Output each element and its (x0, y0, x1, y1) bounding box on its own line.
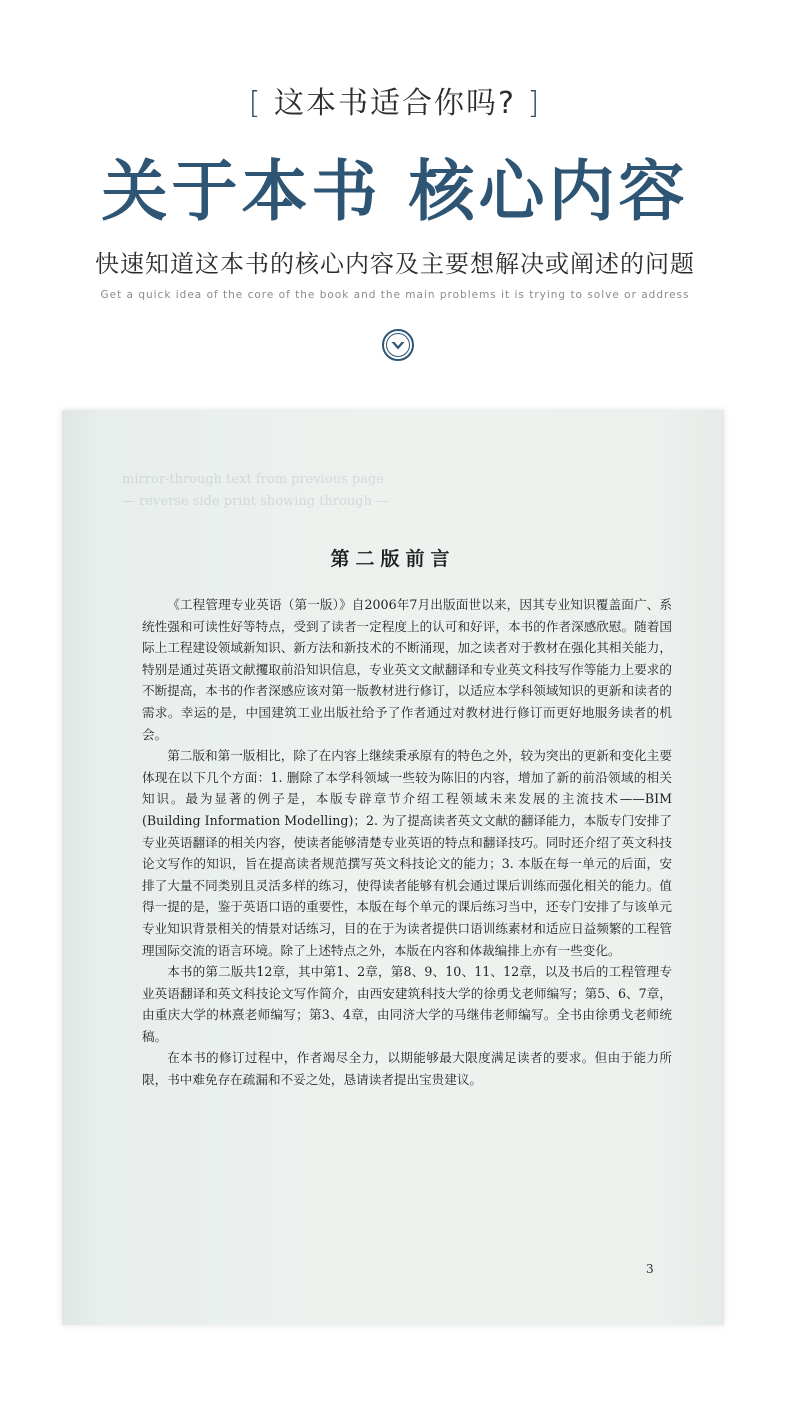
chevron-down-circle-icon[interactable] (381, 328, 415, 362)
main-title: 关于本书 核心内容 (101, 152, 689, 230)
page-number: 3 (646, 1262, 654, 1276)
bracket-left: [ (248, 86, 263, 121)
bracket-right: ] (527, 86, 542, 121)
preface-body (142, 594, 672, 1091)
paragraph: 本书的第二版共12章，其中第1、2章，第8、9、10、11、12章，以及书后的工程管理专业英语翻译和英文科技论文写作简介，由西安建筑科技大学的徐勇戈老师编写；第5、6、7章，由重庆大学的林熹老师编写；第3、4章，由同济大学的马继伟老师编写。全书由徐勇戈老师统稿。 (142, 964, 672, 1044)
subtitle: 快速知道这本书的核心内容及主要想解决或阐述的问题 (95, 250, 695, 278)
tagline (0, 78, 790, 122)
subtitle-english: Get a quick idea of the core of the book and the main problems it is trying to solve or address (100, 289, 690, 301)
paragraph: 第二版和第一版相比，除了在内容上继续秉承原有的特色之外，较为突出的更新和变化主要体现在以下几个方面：1. 删除了本学科领域一些较为陈旧的内容，增加了新的前沿领域的相关知识。最为显著的例子是，本版专辟章节介绍工程领域未来发展的主流技术——BIM (Building Information Modelling)；2. 为了提高读者英文文献的翻译能力，本版专门安排了专业英语翻译的相关内容，使读者能够清楚专业英语的特点和翻译技巧。同时还介绍了英文科技论文写作的知识，旨在提高读者规范撰写英文科技论文的能力；3. 本版在每一单元的后面，安排了大量不同类别且灵活多样的练习，使得读者能够有机会通过课后训练而强化相关的能力。值得一提的是，鉴于英语口语的重要性，本版在每个单元的课后练习当中，还专门安排了与该单元专业知识背景相关的情景对话练习，目的在于为读者提供口语训练素材和适应日益频繁的工程管理国际交流的语言环境。除了上述特点之外，本版在内容和体裁编排上亦有一些变化。 (142, 748, 672, 958)
paragraph: 在本书的修订过程中，作者竭尽全力，以期能够最大限度满足读者的要求。但由于能力所限，书中难免存在疏漏和不妥之处，恳请读者提出宝贵建议。 (142, 1050, 672, 1088)
book-page-photo: mirror-through text from previous page — reverse side print showing through — 第二版前言 《工程管理专业英语（第一版）》自2006年7月出版面世以来，因其专业知识覆盖面广、系统性强和可读性好等特点，受到了读者一定程度上的认可和好评，本书的作者深感欣慰。随着国际上工程建设领域新知识、新方法和新技术的不断涌现，加之读者对于教材在强化其相关能力，特别是通过英语文献攫取前沿知识信息，专业英文文献翻译和专业英文科技写作等能力上要求的不断提高，本书的作者深感应该对第一版教材进行修订，以适应本学科领域知识的更新和读者的需求。幸运的是，中国建筑工业出版社给予了作者通过对教材进行修订而更好地服务读者的机会。 第二版和第一版相比，除了在内容上继续秉承原有的特色之外，较为突出的更新和变化主要体现在以下几个方面：1. 删除了本学科领域一些较为陈旧的内容，增加了新的前沿领域的相关知识。最为显著的例子是，本版专辟章节介绍工程领域未来发展的主流技术——BIM (Building Information Modelling)；2. 为了提高读者英文文献的翻译能力，本版专门安排了专业英语翻译的相关内容，使读者能够清楚专业英语的特点和翻译技巧。同时还介绍了英文科技论文写作的知识，旨在提高读者规范撰写英文科技论文的能力；3. 本版在每一单元的后面，安排了大量不同类别且灵活多样的练习，使得读者能够有机会通过课后训练而强化相关的能力。值得一提的是，鉴于英语口语的重要性，本版在每个单元的课后练习当中，还专门安排了与该单元专业知识背景相关的情景对话练习，目的在于为读者提供口语训练素材和适应日益频繁的工程管理国际交流的语言环境。除了上述特点之外，本版在内容和体裁编排上亦有一些变化。 本书的第二版共12章，其中第1、2章，第8、9、10、11、12章，以及书后的工程管理专业英语翻译和英文科技论文写作简介，由西安建筑科技大学的徐勇戈老师编写；第5、6、7章，由重庆大学的林熹老师编写；第3、4章，由同济大学的马继伟老师编写。全书由徐勇戈老师统稿。 在本书的修订过程中，作者竭尽全力，以期能够最大限度满足读者的要求。但由于能力所限，书中难免存在疏漏和不妥之处，恳请读者提出宝贵建议。 3 (62, 410, 724, 1325)
tagline-text: 这本书适合你吗? (274, 86, 516, 121)
page-heading: 第二版前言 (330, 548, 456, 570)
paragraph: 《工程管理专业英语（第一版）》自2006年7月出版面世以来，因其专业知识覆盖面广、系统性强和可读性好等特点，受到了读者一定程度上的认可和好评，本书的作者深感欣慰。随着国际上工程建设领域新知识、新方法和新技术的不断涌现，加之读者对于教材在强化其相关能力，特别是通过英语文献攫取前沿知识信息，专业英文文献翻译和专业英文科技写作等能力上要求的不断提高，本书的作者深感应该对第一版教材进行修订，以适应本学科领域知识的更新和读者的需求。幸运的是，中国建筑工业出版社给予了作者通过对教材进行修订而更好地服务读者的机会。 (142, 597, 672, 742)
